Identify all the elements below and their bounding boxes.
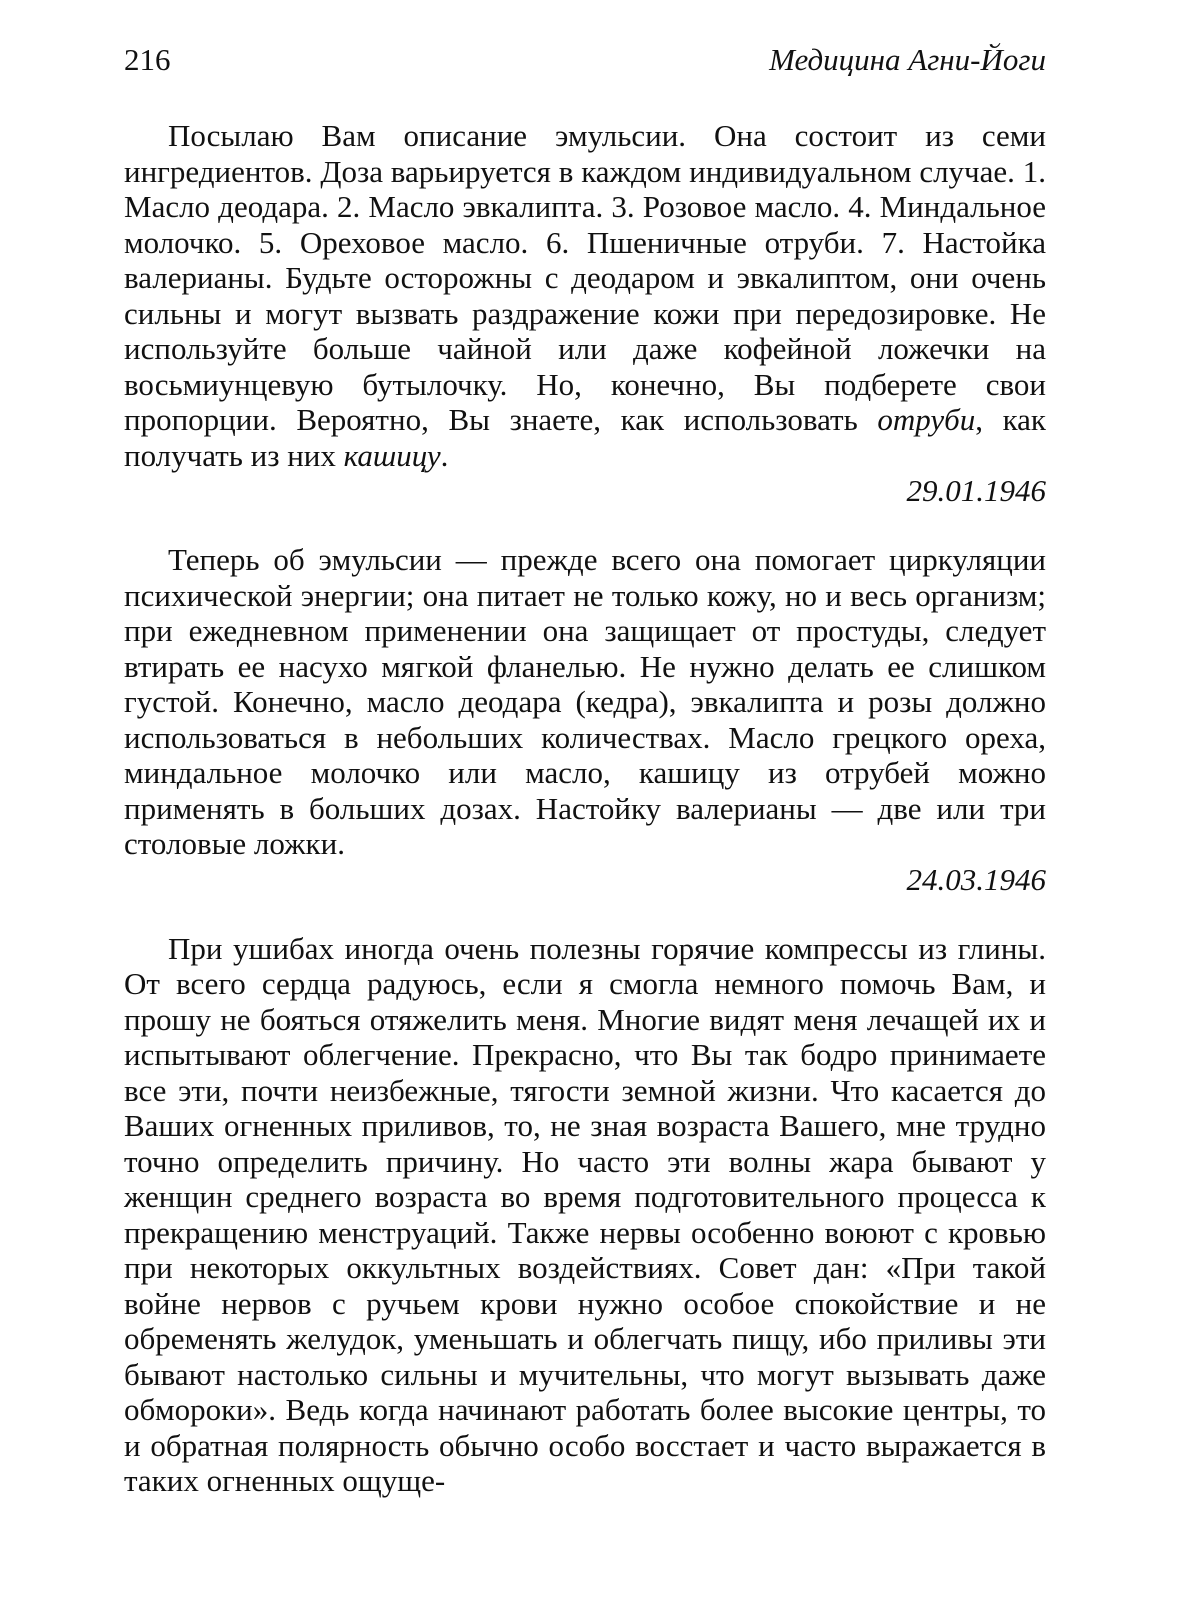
paragraph-1-text-middle: , как получать из них [124,402,1046,473]
letter-paragraph-3: При ушибах иногда очень полезны горячие компрессы из глины. От всего сердца радуюсь, если я смогла немного помочь Вам, и прошу не бояться отяжелить меня. Многие видят меня лечащей их и испытывают облегчение. Прекрасно, что Вы так бодро принимаете все эти, почти неизбежные, тягости земной жизни. Что касается до Ваших огненных приливов, то, не зная возраста Вашего, мне трудно точно определить причину. Но часто эти волны жара бывают у женщин среднего возраста во время подготовительного процесса к прекращению менструаций. Также нервы особенно воюют с кровью при некоторых оккультных воздействиях. Совет дан: «При такой войне нервов с ручьем крови нужно особое спокойствие и не обременять желудок, уменьшать и облегчать пищу, ибо приливы эти бывают настолько сильны и мучительны, что могут вызывать даже обмороки». Ведь когда начинают работать более высокие центры, то и обратная полярность обычно особо восстает и часто выражается в таких огненных ощуще- [124,930,1046,1498]
letter-date-2: 24.03.1946 [906,861,1046,897]
italic-term-otrubi: отруби [877,402,976,437]
letter-paragraph-2: Теперь об эмульсии — прежде всего она помогает циркуляции психической энергии; она питает не только кожу, но и весь организм; при ежедневном применении она защищает от простуды, следует втирать ее насухо мягкой фланелью. Не нужно делать ее слишком густой. Конечно, масло деодара (кедра), эвкалипта и розы должно использоваться в небольших количествах. Масло грецкого ореха, миндальное молочко или масло, кашицу из отрубей можно применять в больших дозах. Настойку валерианы — две или три столовые ложки. [124,542,1046,861]
letter-date-1: 29.01.1946 [906,473,1046,508]
running-title: Медицина Агни-Йоги [769,42,1046,77]
letter-paragraph-1 [124,118,1046,473]
paragraph-1-text-end: . [440,437,449,473]
italic-term-kashitsu: кашицу [343,437,441,473]
running-head [124,40,1046,80]
page-number: 216 [124,42,171,77]
book-page [124,40,1046,1499]
paragraph-1-text: Посылаю Вам описание эмульсии. Она состоит из семи ингредиентов. Доза варьируется в каждом индивидуальном случае. 1. Масло деодара. 2. Масло эвкалипта. 3. Розовое масло. 4. Миндальное молочко. 5. Ореховое масло. 6. Пшеничные отруби. 7. Настойка валерианы. Будьте осторожны с деодаром и эвкалиптом, они очень сильны и могут вызвать раздражение кожи при передозировке. Не используйте больше чайной или даже кофейной ложечки на восьмиунцевую бутылочку. Но, конечно, Вы подберете свои пропорции. Вероятно, Вы знаете, как использовать [124,118,1046,437]
